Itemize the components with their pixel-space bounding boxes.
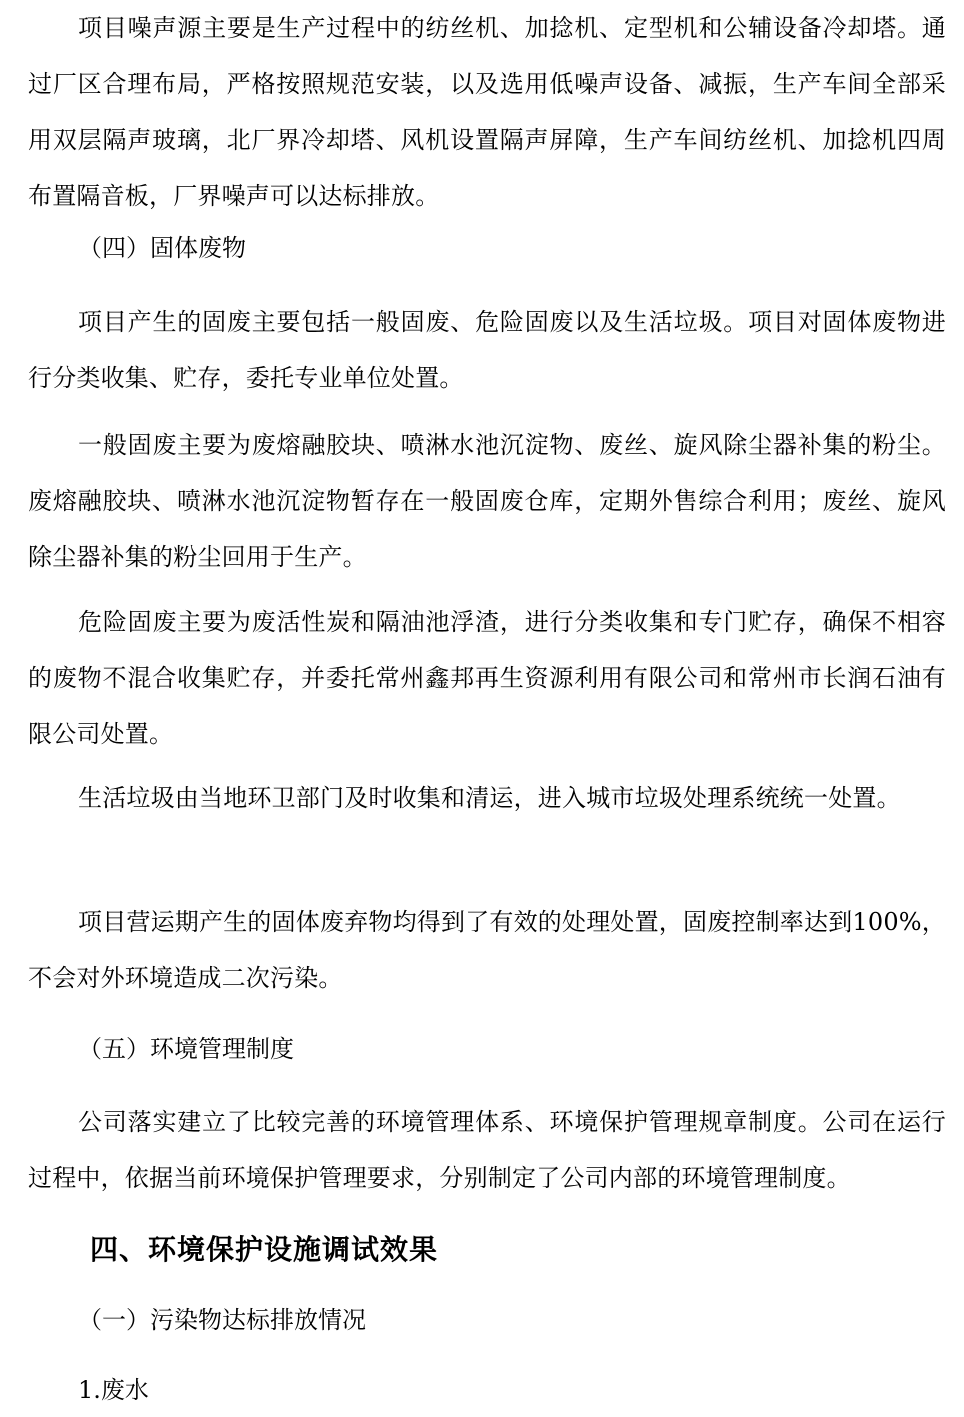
heading-solid-waste: （四）固体废物 [78, 234, 246, 262]
paragraph-general-waste: 一般固废主要为废熔融胶块、喷淋水池沉淀物、废丝、旋风除尘器补集的粉尘。废熔融胶块、喷淋水池沉淀物暂存在一般固废仓库，定期外售综合利用；废丝、旋风除尘器补集的粉尘回用于生产。 [28, 431, 946, 571]
heading-wastewater: 1.废水 [78, 1376, 149, 1404]
paragraph-solid-waste-intro: 项目产生的固废主要包括一般固废、危险固废以及生活垃圾。项目对固体废物进行分类收集、贮存，委托专业单位处置。 [28, 308, 946, 392]
paragraph-disposal-rate: 项目营运期产生的固体废弃物均得到了有效的处理处置，固废控制率达到100%，不会对外环境造成二次污染。 [28, 908, 947, 992]
paragraph-hazardous-waste: 危险固废主要为废活性炭和隔油池浮渣，进行分类收集和专门贮存，确保不相容的废物不混合收集贮存，并委托常州鑫邦再生资源利用有限公司和常州市长润石油有限公司处置。 [28, 608, 946, 748]
heading-pollutant-compliance: （一）污染物达标排放情况 [78, 1306, 366, 1334]
heading-env-management: （五）环境管理制度 [78, 1035, 294, 1063]
paragraph-env-management: 公司落实建立了比较完善的环境管理体系、环境保护管理规章制度。公司在运行过程中，依据当前环境保护管理要求，分别制定了公司内部的环境管理制度。 [28, 1108, 946, 1192]
paragraph-domestic-waste: 生活垃圾由当地环卫部门及时收集和清运，进入城市垃圾处理系统统一处置。 [78, 784, 901, 812]
paragraph-noise-control: 项目噪声源主要是生产过程中的纺丝机、加捻机、定型机和公辅设备冷却塔。通过厂区合理布局，严格按照规范安装，以及选用低噪声设备、减振，生产车间全部采用双层隔声玻璃，北厂界冷却塔、风机设置隔声屏障，生产车间纺丝机、加捻机四周布置隔音板，厂界噪声可以达标排放。 [28, 14, 946, 210]
section-title-env-facility-results: 四、环境保护设施调试效果 [90, 1233, 439, 1266]
